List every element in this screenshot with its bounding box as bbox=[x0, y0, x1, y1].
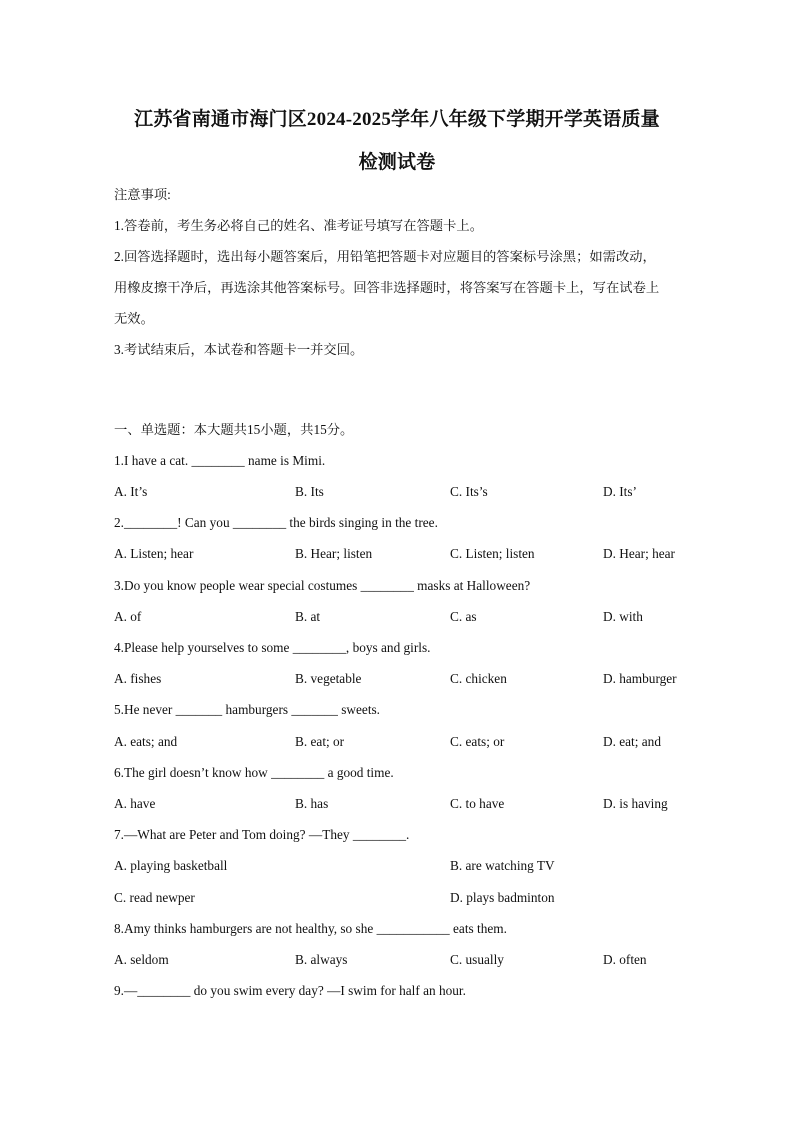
option-c: C. chicken bbox=[450, 671, 507, 686]
question-stem: 8.Amy thinks hamburgers are not healthy, so she ___________ eats them. bbox=[114, 921, 507, 936]
question-stem: 6.The girl doesn’t know how ________ a good time. bbox=[114, 765, 394, 780]
option-a: A. fishes bbox=[114, 671, 162, 686]
notice-item: 用橡皮擦干净后，再选涂其他答案标号。回答非选择题时，将答案写在答题卡上，写在试卷上 bbox=[114, 280, 660, 295]
option-b: B. Hear; listen bbox=[295, 546, 373, 561]
option-d: D. Its’ bbox=[603, 484, 637, 499]
question-stem: 3.Do you know people wear special costumes ________ masks at Halloween? bbox=[114, 578, 531, 593]
option-d: D. is having bbox=[603, 796, 668, 811]
section-heading: 一、单选题：本大题共15小题，共15分。 bbox=[114, 422, 354, 437]
notice-item: 2.回答选择题时，选出每小题答案后，用铅笔把答题卡对应题目的答案标号涂黑；如需改动， bbox=[114, 249, 656, 264]
exam-title-line2: 检测试卷 bbox=[358, 152, 436, 173]
question-stem: 9.—________ do you swim every day? —I swim for half an hour. bbox=[114, 983, 466, 998]
option-c: C. eats; or bbox=[450, 734, 505, 749]
option-c: C. Its’s bbox=[450, 484, 488, 499]
option-c: C. usually bbox=[450, 952, 504, 967]
option-b: B. at bbox=[295, 609, 321, 624]
option-d: D. plays badminton bbox=[450, 890, 555, 905]
option-b: B. Its bbox=[295, 484, 324, 499]
exam-title-line1: 江苏省南通市海门区2024-2025学年八年级下学期开学英语质量 bbox=[134, 109, 660, 130]
option-b: B. vegetable bbox=[295, 671, 362, 686]
option-b: B. eat; or bbox=[295, 734, 345, 749]
option-d: D. with bbox=[603, 609, 643, 624]
notice-item: 无效。 bbox=[114, 311, 154, 326]
notice-item: 3.考试结束后，本试卷和答题卡一并交回。 bbox=[114, 342, 364, 357]
option-d: D. Hear; hear bbox=[603, 546, 675, 561]
question-stem: 7.—What are Peter and Tom doing? —They ________. bbox=[114, 827, 410, 842]
option-d: D. hamburger bbox=[603, 671, 677, 686]
option-a: A. of bbox=[114, 609, 142, 624]
option-c: C. Listen; listen bbox=[450, 546, 535, 561]
notice-heading: 注意事项: bbox=[114, 187, 171, 202]
option-a: A. Listen; hear bbox=[114, 546, 194, 561]
option-b: B. are watching TV bbox=[450, 858, 555, 873]
option-a: A. eats; and bbox=[114, 734, 178, 749]
option-c: C. read newper bbox=[114, 890, 195, 905]
notice-item: 1.答卷前，考生务必将自己的姓名、准考证号填写在答题卡上。 bbox=[114, 218, 483, 233]
option-d: D. eat; and bbox=[603, 734, 661, 749]
question-stem: 1.I have a cat. ________ name is Mimi. bbox=[114, 453, 326, 468]
question-stem: 2.________! Can you ________ the birds singing in the tree. bbox=[114, 515, 438, 530]
option-a: A. It’s bbox=[114, 484, 148, 499]
option-a: A. playing basketball bbox=[114, 858, 228, 873]
option-a: A. have bbox=[114, 796, 156, 811]
option-a: A. seldom bbox=[114, 952, 169, 967]
option-d: D. often bbox=[603, 952, 647, 967]
option-b: B. always bbox=[295, 952, 348, 967]
option-b: B. has bbox=[295, 796, 329, 811]
question-stem: 5.He never _______ hamburgers _______ sweets. bbox=[114, 702, 381, 717]
question-stem: 4.Please help yourselves to some ________, boys and girls. bbox=[114, 640, 431, 655]
option-c: C. as bbox=[450, 609, 477, 624]
option-c: C. to have bbox=[450, 796, 505, 811]
